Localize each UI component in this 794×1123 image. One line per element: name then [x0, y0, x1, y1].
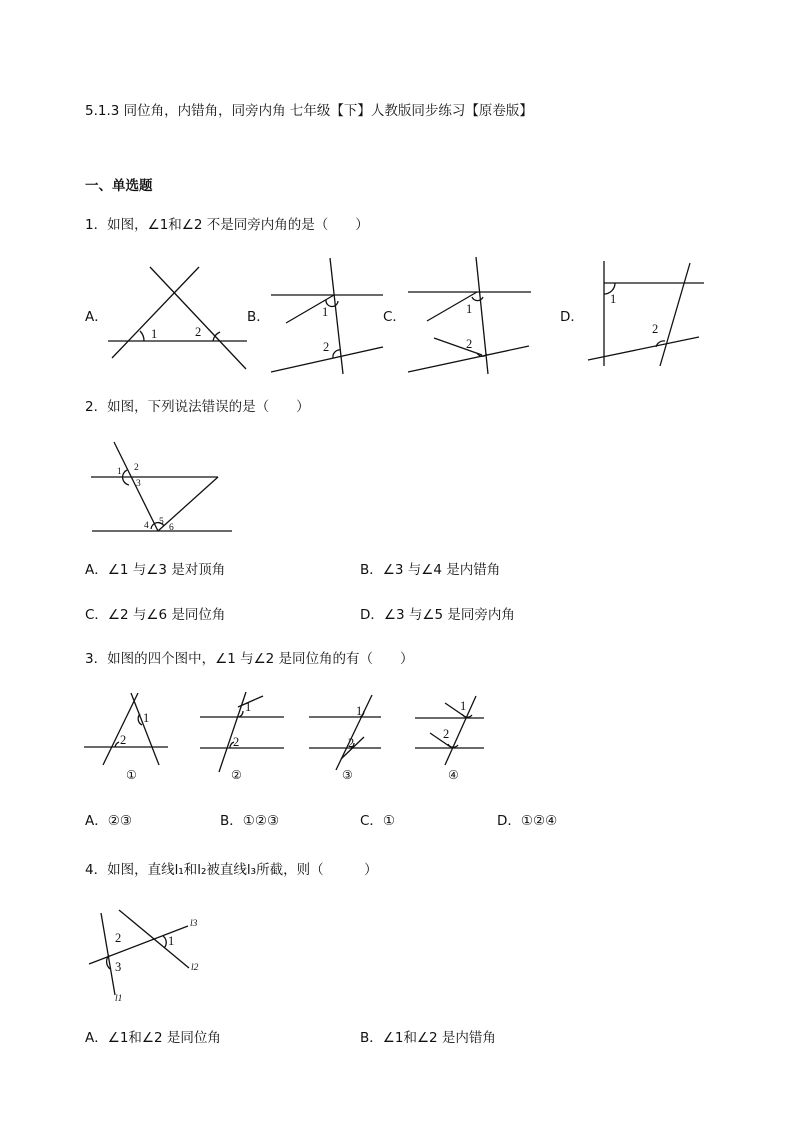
q3-option-b[interactable]: B．①②③	[220, 813, 280, 829]
section-heading: 一、单选题	[85, 178, 153, 194]
q3-option-d[interactable]: D．①②④	[497, 813, 558, 829]
q3-fig1-angle-2-label: 2	[120, 733, 127, 747]
q1-stem: 1．如图，∠1和∠2 不是同旁内角的是（ ）	[85, 217, 369, 233]
q3-fig4-caption: ④	[448, 768, 459, 782]
q1-option-a-label[interactable]: A．	[85, 309, 108, 325]
q1-option-b-label[interactable]: B．	[247, 309, 270, 325]
q4-line-l2-label: l2	[191, 963, 199, 973]
q3-fig2-angle-1-label: 1	[245, 700, 252, 714]
q2-option-a[interactable]: A．∠1 与∠3 是对顶角	[85, 562, 226, 578]
q1b-angle-1-label: 1	[322, 305, 329, 319]
q4-angle-2-label: 2	[115, 931, 122, 945]
q2-angle-4-label: 4	[144, 521, 149, 531]
q1-option-c-label[interactable]: C．	[383, 309, 406, 325]
q3-fig2-caption: ②	[231, 768, 242, 782]
document-title: 5.1.3 同位角，内错角，同旁内角 七年级【下】人教版同步练习【原卷版】	[85, 103, 533, 119]
q1c-angle-2-label: 2	[466, 337, 473, 351]
q3-fig3-angle-1-label: 1	[356, 704, 363, 718]
q2-figure	[88, 440, 238, 540]
q3-figure-4	[412, 690, 502, 785]
q3-fig1-caption: ①	[126, 768, 137, 782]
q4-figure	[84, 905, 214, 1005]
q2-angle-3-label: 3	[136, 479, 141, 489]
q2-angle-1-label: 1	[117, 467, 122, 477]
q4-option-a[interactable]: A．∠1和∠2 是同位角	[85, 1030, 221, 1046]
q4-angle-1-label: 1	[168, 934, 175, 948]
q3-figure-1	[82, 690, 172, 785]
q2-option-c[interactable]: C．∠2 与∠6 是同位角	[85, 607, 226, 623]
q1d-angle-2-label: 2	[652, 322, 659, 336]
q3-fig2-angle-2-label: 2	[233, 735, 240, 749]
q3-fig3-caption: ③	[342, 768, 353, 782]
q2-angle-6-label: 6	[169, 523, 174, 533]
q3-option-c[interactable]: C．①	[360, 813, 396, 829]
q4-stem: 4．如图，直线l₁和l₂被直线l₃所截，则（ ）	[85, 862, 378, 878]
q1d-angle-1-label: 1	[610, 292, 617, 306]
q2-option-d[interactable]: D．∠3 与∠5 是同旁内角	[360, 607, 515, 623]
q2-angle-2-label: 2	[134, 463, 139, 473]
q1-option-d-label[interactable]: D．	[560, 309, 584, 325]
q1-figure-d	[585, 255, 710, 375]
q1c-angle-1-label: 1	[466, 302, 473, 316]
q1-figure-b	[266, 255, 391, 380]
q3-fig4-angle-1-label: 1	[460, 699, 467, 713]
q3-figure-3	[305, 690, 395, 785]
q2-option-b[interactable]: B．∠3 与∠4 是内错角	[360, 562, 501, 578]
q3-figure-2	[198, 690, 288, 785]
q4-angle-3-label: 3	[115, 960, 122, 974]
q3-fig3-angle-2-label: 2	[348, 736, 355, 750]
q2-stem: 2．如图，下列说法错误的是（ ）	[85, 399, 310, 415]
q1-figure-a	[100, 260, 260, 360]
q1a-angle-1-label: 1	[151, 327, 158, 341]
q1b-angle-2-label: 2	[323, 340, 330, 354]
q3-fig4-angle-2-label: 2	[443, 727, 450, 741]
q2-angle-5-label: 5	[159, 517, 164, 527]
q3-fig1-angle-1-label: 1	[143, 711, 150, 725]
q3-stem: 3．如图的四个图中，∠1 与∠2 是同位角的有（ ）	[85, 651, 414, 667]
q3-option-a[interactable]: A．②③	[85, 813, 132, 829]
q1-figure-c	[405, 255, 535, 380]
q4-line-l3-label: l3	[190, 919, 198, 929]
q4-line-l1-label: l1	[115, 994, 123, 1004]
q4-option-b[interactable]: B．∠1和∠2 是内错角	[360, 1030, 496, 1046]
q1a-angle-2-label: 2	[195, 325, 202, 339]
